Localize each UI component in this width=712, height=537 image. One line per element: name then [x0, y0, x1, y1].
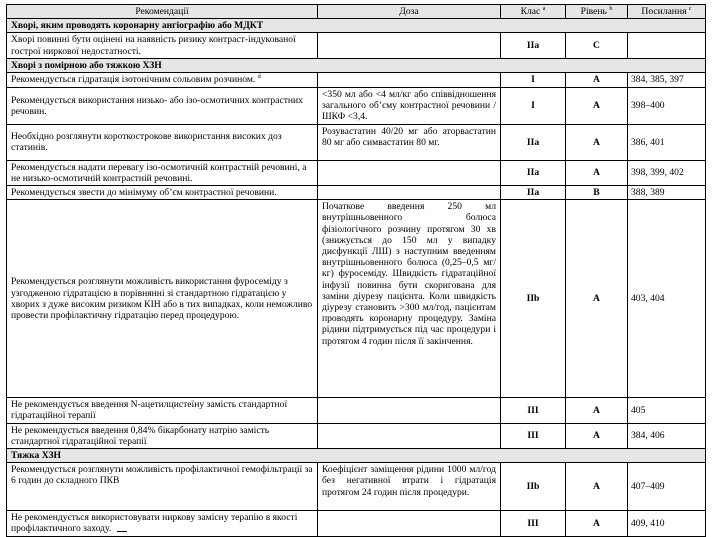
class-cell: III	[501, 398, 566, 423]
level-cell: A	[566, 398, 628, 423]
table-row	[7, 88, 706, 125]
class-cell: IIb	[501, 463, 566, 511]
refs-cell	[628, 33, 706, 58]
table-row	[7, 423, 706, 448]
level-cell: A	[566, 423, 628, 448]
dose-cell: Розувастатин 40/20 мг або аторвастатин 80 мг або симвастатин 80 мг.	[318, 124, 501, 160]
dose-cell	[318, 160, 501, 185]
recommendation-cell: Рекомендується розглянути можливість профілактичної гемофільтрації за 6 годин до складного ПКВ	[7, 463, 318, 511]
dose-cell	[318, 33, 501, 58]
level-cell: A	[566, 73, 628, 88]
dose-cell: Коефіцієнт заміщення рідини 1000 мл/год без негативної втрати і гідратація протягом 24 годин після процедури.	[318, 463, 501, 511]
level-cell: A	[566, 160, 628, 185]
header-refs: Посилання $^с$	[628, 5, 706, 19]
refs-cell: 398–400	[628, 88, 706, 125]
header-class: Клас $^а$	[501, 5, 566, 19]
recommendation-cell: Рекомендується використання низько- або ізо-осмотичних контрастних речовин.	[7, 88, 318, 125]
class-cell: III	[501, 423, 566, 448]
recommendation-cell: Рекомендується надати перевагу ізо-осмотичній контрастній речовині, а не низько-осмотичній контрастній речовині.	[7, 160, 318, 185]
dose-cell: Початкове введення 250 мл внутрішньовенного болюса фізіологічного розчину протягом 30 хв (знижується до 150 мл у випадку дисфункції ЛШ) з наступним введенням внутрішньовенного болюса (0,25–0,5 мг/кг) фуросеміду. Швидкість гідратаційної інфузії повинна бути скоригована для заміни діурезу пацієнта. Коли швидкість діурезу становить >300 мл/год, пацієнтам проводять коронарну процедуру. Заміна рідини підтримується під час процедури і протягом 4 годин після її закінчення.	[318, 200, 501, 398]
level-cell: A	[566, 88, 628, 125]
recommendation-cell: Рекомендується звести до мінімуму об’єм контрастної речовини.	[7, 186, 318, 200]
table-row	[7, 160, 706, 185]
refs-cell: 407–409	[628, 463, 706, 511]
level-cell: A	[566, 463, 628, 511]
class-cell: IIa	[501, 124, 566, 160]
class-cell: I	[501, 73, 566, 88]
recommendations-table	[6, 4, 706, 537]
level-cell: A	[566, 124, 628, 160]
dose-cell: <350 мл або <4 мл/кг або співвідношення загального об’єму контрастної речовини / ШКФ <3,4.	[318, 88, 501, 125]
dose-cell	[318, 511, 501, 536]
table-row	[7, 200, 706, 398]
section-title: Хворі з помірною або тяжкою ХЗН	[7, 58, 706, 72]
class-cell: I	[501, 88, 566, 125]
refs-cell: 384, 406	[628, 423, 706, 448]
refs-cell: 405	[628, 398, 706, 423]
recommendation-cell: Необхідно розглянути короткострокове використання високих доз статинів.	[7, 124, 318, 160]
table-row	[7, 398, 706, 423]
refs-cell: 386, 401	[628, 124, 706, 160]
class-cell: IIb	[501, 200, 566, 398]
class-cell: IIa	[501, 186, 566, 200]
class-cell: IIa	[501, 160, 566, 185]
table-row	[7, 124, 706, 160]
refs-cell: 398, 399, 402	[628, 160, 706, 185]
table-row	[7, 73, 706, 88]
section-row	[7, 449, 706, 463]
refs-cell: 403, 404	[628, 200, 706, 398]
recommendation-cell: Рекомендується гідратація ізотонічним сольовим розчином. $^d$	[7, 73, 318, 88]
refs-cell: 384, 385, 397	[628, 73, 706, 88]
recommendation-cell: Не рекомендується введення 0,84% бікарбонату натрію замість стандартної гідратаційної терапії	[7, 423, 318, 448]
level-cell: A	[566, 511, 628, 536]
section-row	[7, 19, 706, 33]
level-cell: B	[566, 186, 628, 200]
table-row	[7, 511, 706, 536]
section-title: Хворі, яким проводять коронарну ангіографію або МДКТ	[7, 19, 706, 33]
header-recommendation: Рекомендації	[7, 5, 318, 19]
section-title: Тяжка ХЗН	[7, 449, 706, 463]
dose-cell	[318, 186, 501, 200]
refs-cell: 409, 410	[628, 511, 706, 536]
class-cell: IIa	[501, 33, 566, 58]
refs-cell: 388, 389	[628, 186, 706, 200]
dose-cell	[318, 423, 501, 448]
table-row	[7, 186, 706, 200]
level-cell: C	[566, 33, 628, 58]
footnote-rule	[117, 531, 127, 536]
table-header-row	[7, 5, 706, 19]
level-cell: A	[566, 200, 628, 398]
recommendation-cell: Рекомендується розглянути можливість використання фуросеміду з узгодженою гідратацією в порівнянні зі стандартною гідратацією у хворих з дуже високим ризиком КІН або в тих випадках, коли неможливо провести профілактичну гідратацію перед процедурою.	[7, 200, 318, 398]
class-cell: III	[501, 511, 566, 536]
recommendation-cell: Хворі повинні бути оцінені на наявність ризику контраст-індукованої гострої ниркової недостатності.	[7, 33, 318, 58]
header-level: Рівень $^b$	[566, 5, 628, 19]
dose-cell	[318, 73, 501, 88]
dose-cell	[318, 398, 501, 423]
header-dose: Доза	[318, 5, 501, 19]
table-row	[7, 33, 706, 58]
table-row	[7, 463, 706, 511]
recommendation-cell: Не рекомендується введення N-ацетилцистеїну замість стандартної гідратаційної терапії	[7, 398, 318, 423]
footnote-mark: d	[257, 74, 261, 81]
recommendation-cell: Не рекомендується використовувати ниркову замісну терапію в якості профілактичного заходу.	[7, 511, 318, 536]
section-row	[7, 58, 706, 72]
